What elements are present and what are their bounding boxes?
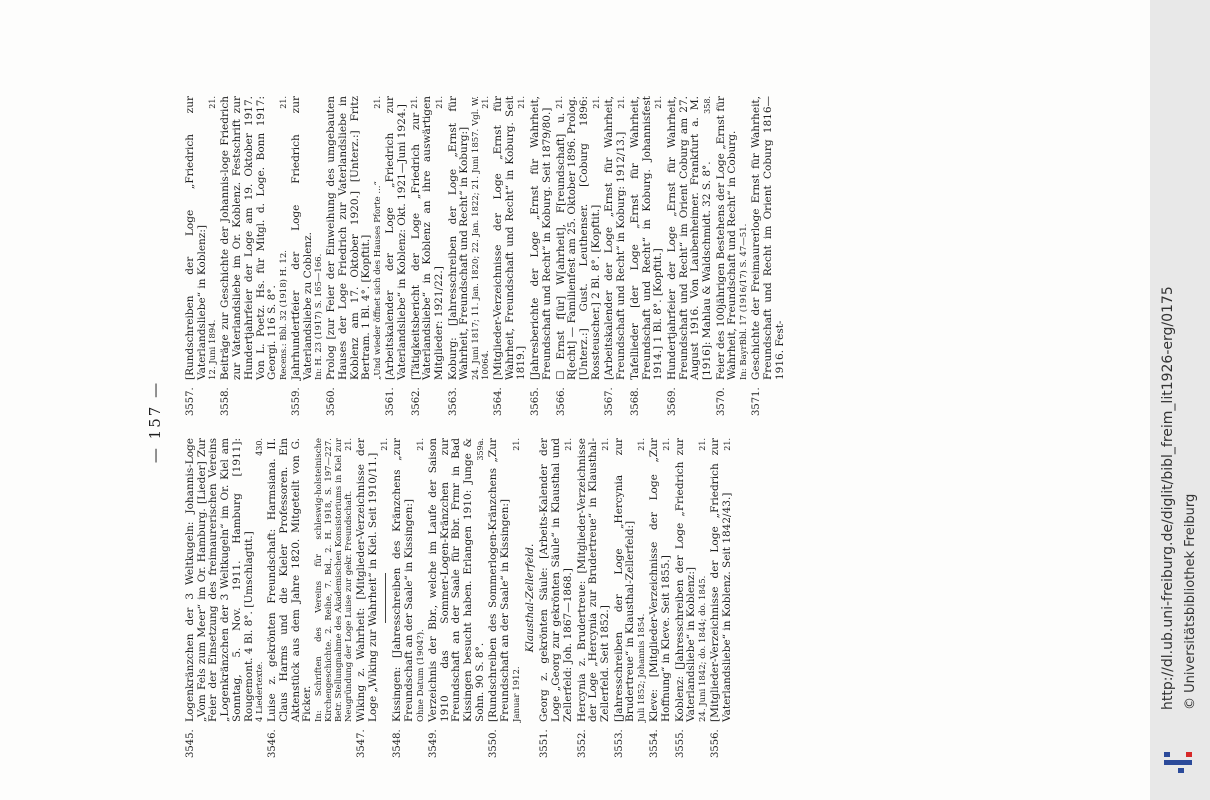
entry-code: 21.: [415, 438, 425, 451]
entry-text: Geschichte der Freimaurerloge Ernst für Wahrheit, Freundschaft und Recht im Orient Coburg 1816—1916. Fest-: [750, 96, 786, 380]
entry-text: [Jahresschreiben der Loge „Hercynia zur Brudertreue“ in Klausthal-Zellerfeld:]: [612, 438, 637, 722]
entry-number: 3558.: [220, 387, 232, 416]
entry-number: 3571.: [751, 387, 763, 416]
entry-code: 21.: [563, 438, 573, 451]
entry-code: 21.: [517, 96, 527, 109]
bibliography-entry: [649, 438, 672, 758]
entry-note: 4 Liedertexte. 430.: [255, 438, 266, 722]
entry-note: 24. Juni 1842; do. 1844; do. 1845. 21.: [697, 438, 708, 722]
bibliography-entry: [411, 96, 446, 416]
entry-note: In: Schriften des Vereins für schleswig-holsteinische Kirchengeschichte. 2. Reihe, 7. Bd., 2. H. 1918, S. 197—227. Betr. Stellungnahme des Akademischen Konsistoriums in Kiel zur Neugründung der Loge Luise zur gekr. Freundschaft. 21.: [314, 438, 355, 722]
entry-code: 21.: [208, 96, 218, 109]
bibliography-entry: [392, 438, 425, 758]
entry-note: 24. Juni 1817; 11. Jan. 1820; 22. Jan. 1822; 21. Juni 1857. Vgl. W. 10064. 21.: [471, 96, 492, 380]
entry-number: 3554.: [649, 729, 661, 758]
logo-bar: [1186, 752, 1192, 757]
entry-number: 3548.: [392, 729, 404, 758]
entry-text: Wiking z. Wahrheit: [Mitglieder-Verzeichnisse der Loge „Wiking zur Wahrheit“ in Kiel. Seit 1910/11.]: [355, 438, 379, 722]
entry-note: Januar 1912. 21.: [511, 438, 522, 722]
library-logo-icon: [1160, 748, 1196, 778]
bibliography-entry: [539, 438, 574, 758]
bibliography-entry: [710, 438, 733, 758]
entry-number: 3546.: [267, 729, 279, 758]
entry-text: [Rundschreiben der Loge „Friedrich zur Vaterlandsliebe“ in Koblenz:]: [184, 96, 208, 380]
entry-text: [Mitglieder-Verzeichnisse der Loge „Friedrich zur Vaterlandsliebe“ in Koblenz. Seit 1842/43.]: [708, 438, 733, 722]
section-separator: [385, 573, 386, 623]
entry-text: Luise z. gekrönten Freundschaft: Harmsiana. II. Claus Harms und die Kieler Professoren. Ein Aktenstück aus dem Jahre 1820. Mitgeteilt von G. Ficker.: [266, 438, 314, 722]
bibliography-entry: [630, 96, 665, 416]
bibliography-entry: [577, 438, 612, 758]
entry-text: ☐ Ernst f[ür] W[ahrheit], F[reundschaft] u. R[echt] — Familienfest am 25. Oktober 1896. Prolog. [Unterz.:] Gust. Leuthenser. [Coburg 1896: Rossteuscher.] 2 Bl. 8°. [Kopftit.]: [554, 96, 602, 380]
entry-code: 21.: [591, 96, 601, 109]
bibliography-entry: [751, 96, 786, 416]
entry-code: 359a.: [475, 438, 485, 461]
entry-text: Georg z. gekrönten Säule: [Arbeits-Kalender der Loge „Georg zur gekrönten Säule“ in Klausthal und Zellerfeld: Joh. 1867—1868.]: [538, 438, 574, 722]
entry-number: 3552.: [576, 729, 588, 758]
copyright-notice: © Universitätsbibliothek Freiburg: [1183, 493, 1198, 710]
bibliography-entry: [185, 438, 265, 758]
entry-note: Ohne Datum (1904?). 21.: [415, 438, 426, 722]
entry-number: 3563.: [447, 387, 459, 416]
left-column: [184, 438, 733, 758]
entry-number: 3553.: [613, 729, 625, 758]
entry-code: 21.: [617, 96, 627, 109]
logo-bar: [1164, 760, 1192, 765]
logo-bar: [1178, 768, 1184, 773]
sidebar-text-block: [1150, 0, 1210, 800]
entry-number: 3567.: [604, 387, 616, 416]
entry-text: [Jahresberichte der Loge „Ernst für Wahrheit, Freundschaft und Recht“ in Koburg. Seit 1879/80.]: [529, 96, 553, 380]
entry-text: Prolog [zur Feier der Einweihung des umgebauten Hauses der Loge Friedrich zur Vaterlandsliebe in Koblenz am 17. Oktober 1920.] [Unterz.:] Fritz Bertram. 1 Bl. 4°. [Kopftit.]: [325, 96, 373, 380]
rotated-page-content: [135, 72, 1045, 772]
entry-text: Hercynia z. Brudertreue: [Mitglieder-Verzeichnisse der Loge „Hercynia zur Brudertreue“ in Klausthal-Zellerfeld. Seit 1852.]: [575, 438, 611, 722]
bibliography-entry: [448, 96, 491, 416]
entry-number: 3560.: [326, 387, 338, 416]
entry-text: Koburg: [Jahresschreiben der Loge „Ernst für Wahrheit, Freundschaft und Recht“ in Koburg:]: [446, 96, 471, 380]
entry-note: In: H. 23 (1917) S. 165—166.: [314, 253, 325, 380]
source-url-link[interactable]: http://dl.ub.uni-freiburg.de/diglit/bibl_freim_lit1926-erg/0175: [1160, 286, 1176, 710]
entry-text: Tafellieder [der Loge „Ernst für Wahrheit, Freundschaft und Recht“ in Koburg. Johannisfest 1914.] 1 Bl. 8°. [Kopftit.]: [628, 96, 665, 380]
entry-number: 3557.: [185, 387, 196, 416]
entry-code: 21.: [661, 438, 671, 451]
entry-number: 3555.: [674, 729, 686, 758]
bibliography-entry: [488, 438, 521, 758]
entry-code: 21.: [434, 96, 444, 109]
entry-text: Beiträge zur Geschichte der Johannis-loge Friedrich zur Vaterlandsliebe im Or. Koblenz. Festschrift zur Hundertjahrfeier der Loge am 19. Oktober 1917. Von L. Poetz. Hs. für Mitgl. d. Loge. Bonn 1917: Georgi. 116 S. 8°.: [219, 96, 279, 380]
entry-number: 3565.: [530, 387, 542, 416]
place-heading: Klausthal-Zellerfeld.: [523, 543, 536, 653]
logo-bar: [1164, 752, 1170, 757]
bibliography-entry: [428, 438, 487, 758]
entry-code: 21.: [637, 438, 647, 451]
entry-code: 21.: [654, 96, 664, 109]
entry-code: 430.: [255, 438, 265, 456]
entry-text: [Rundschreiben des Sommerlogen-Kränzchens „Zur Freundschaft an der Saale“ in Kissingen:]: [487, 438, 512, 722]
entry-number: 3559.: [290, 387, 302, 416]
entry-text: [Mitglieder-Verzeichnisse der Loge „Ernst für Wahrheit, Freundschaft und Recht“ in Koburg. Seit 1819.]: [492, 96, 528, 380]
bibliography-entry: [604, 96, 627, 416]
entry-text: Feier des 100jährigen Bestehens der Loge „Ernst für Wahrheit, Freundschaft und Recht“ in Coburg.: [714, 96, 739, 380]
entry-number: 3566.: [555, 387, 567, 416]
entry-number: 3549.: [427, 729, 439, 758]
entry-code: 21.: [409, 96, 419, 109]
entry-number: 3564.: [493, 387, 505, 416]
entry-code: 21.: [278, 96, 288, 109]
entry-text: Koblenz: [Jahresschreiben der Loge „Friedrich zur Vaterlandsliebe“ in Koblenz:]: [673, 438, 698, 722]
entry-text: Hundertjahrfeier der Loge „Ernst für Wahrheit, Freundschaft und Recht“ im Orient Coburg am 27. August 1916. Von Laubenheimer. Frankfurt a. M. [1916]: Mahlau & Waldschmidt. 32 S. 8°.: [665, 96, 714, 380]
entry-code: 21.: [722, 438, 732, 451]
entry-number: 3547.: [356, 729, 368, 758]
bibliography-entry: [493, 96, 528, 416]
entry-note: Juli 1852; Johannis 1854. 21.: [637, 438, 648, 722]
entry-text: Logenkränzchen der 3 Weltkugeln: Johannis-Loge „Vom Fels zum Meer“ im Or. Hamburg. [Lieder] Zur Feier der Einsetzung des freimaurerischen Vereins „Logenkränzchen der 3 Weltkugeln“ im Or. Kiel am Sonntag, 5. Nov. 1911. Hamburg [1911]: Rougemont. 4 Bl. 8°. [Umschlagtit.]: [184, 438, 255, 722]
bibliography-entry: [326, 96, 383, 416]
entry-text: Verzeichnis der Bbr., welche im Laufe der Saison 1910 das Sommer-Logen-Kränzchen zur Freundschaft an der Saale für Bbr. Frmr in Bad Kissingen besucht haben. Erlangen 1910: Junge & Sohn. 90 S. 8°.: [426, 438, 486, 722]
entry-code: 21.: [554, 96, 564, 109]
bibliography-entry: [675, 438, 708, 758]
entry-number: 3550.: [488, 729, 500, 758]
entry-text: Kleve: [Mitglieder-Verzeichnisse der Loge „Zur Hoffnung“ in Kleve. Seit 1855.]: [648, 438, 672, 722]
entry-code: 21.: [344, 438, 354, 451]
bibliography-entry: [667, 96, 714, 416]
entry-number: 3561.: [385, 387, 397, 416]
bibliography-entry: [716, 96, 749, 416]
bibliography-entry: [291, 96, 324, 416]
entry-text: Kissingen: [Jahresschreiben des Kränzchens „zur Freundschaft an der Saale“ in Kissingen:]: [391, 438, 416, 722]
entry-code: 21.: [380, 438, 390, 451]
entry-code: 21.: [481, 96, 491, 109]
entry-number: 3569.: [666, 387, 678, 416]
entry-text: Jahrhundertfeier der Loge Friedrich zur Vaterlandsliebe zu Coblenz.: [289, 96, 314, 380]
entry-number: 3568.: [629, 387, 641, 416]
entry-note: In: BayrBbl. 17 (1916/17) S. 47—51.: [739, 223, 750, 380]
entry-text: [Arbeitskalender der Loge „Ernst für Wahrheit, Freundschaft und Recht“ in Koburg: 1912/13.]: [603, 96, 628, 380]
entry-note: 12. Juni 1894. 21.: [208, 96, 219, 380]
entry-note: Recens.: Bbl. 32 (1918) H. 12. 21.: [278, 96, 289, 380]
entry-code: 21.: [697, 438, 707, 451]
entry-code: 21.: [600, 438, 610, 451]
entry-number: 3570.: [715, 387, 727, 416]
right-column: [184, 96, 786, 416]
bibliography-entry: [185, 96, 218, 416]
bibliography-entry: [614, 438, 647, 758]
entry-text: [Tätigkeitsbericht der Loge „Friedrich zur Vaterlandsliebe“ in Koblenz an ihre auswärtigen Mitglieder: 1921/22.]: [409, 96, 445, 380]
viewer-sidebar: [1150, 0, 1210, 800]
entry-number: 3545.: [185, 729, 196, 758]
bibliography-entry: [355, 438, 390, 758]
page-number: — 157 —: [146, 380, 164, 464]
bibliography-entry: [220, 96, 289, 416]
entry-code: 21.: [373, 96, 383, 109]
entry-number: 3562.: [410, 387, 422, 416]
entry-note: „Und wieder öffnet sich des Hauses Pforte ...“ 21.: [373, 96, 384, 380]
entry-code: 358.: [703, 96, 713, 114]
entry-number: 3556.: [709, 729, 721, 758]
bibliography-entry: [267, 438, 354, 758]
entry-number: 3551.: [539, 729, 551, 758]
entry-code: 21.: [511, 438, 521, 451]
bibliography-entry: [556, 96, 603, 416]
entry-text: [Arbeitskalender der Loge „Friedrich zur Vaterlandsliebe“ in Koblenz: Okt. 1921—Juni 1924.]: [384, 96, 408, 380]
